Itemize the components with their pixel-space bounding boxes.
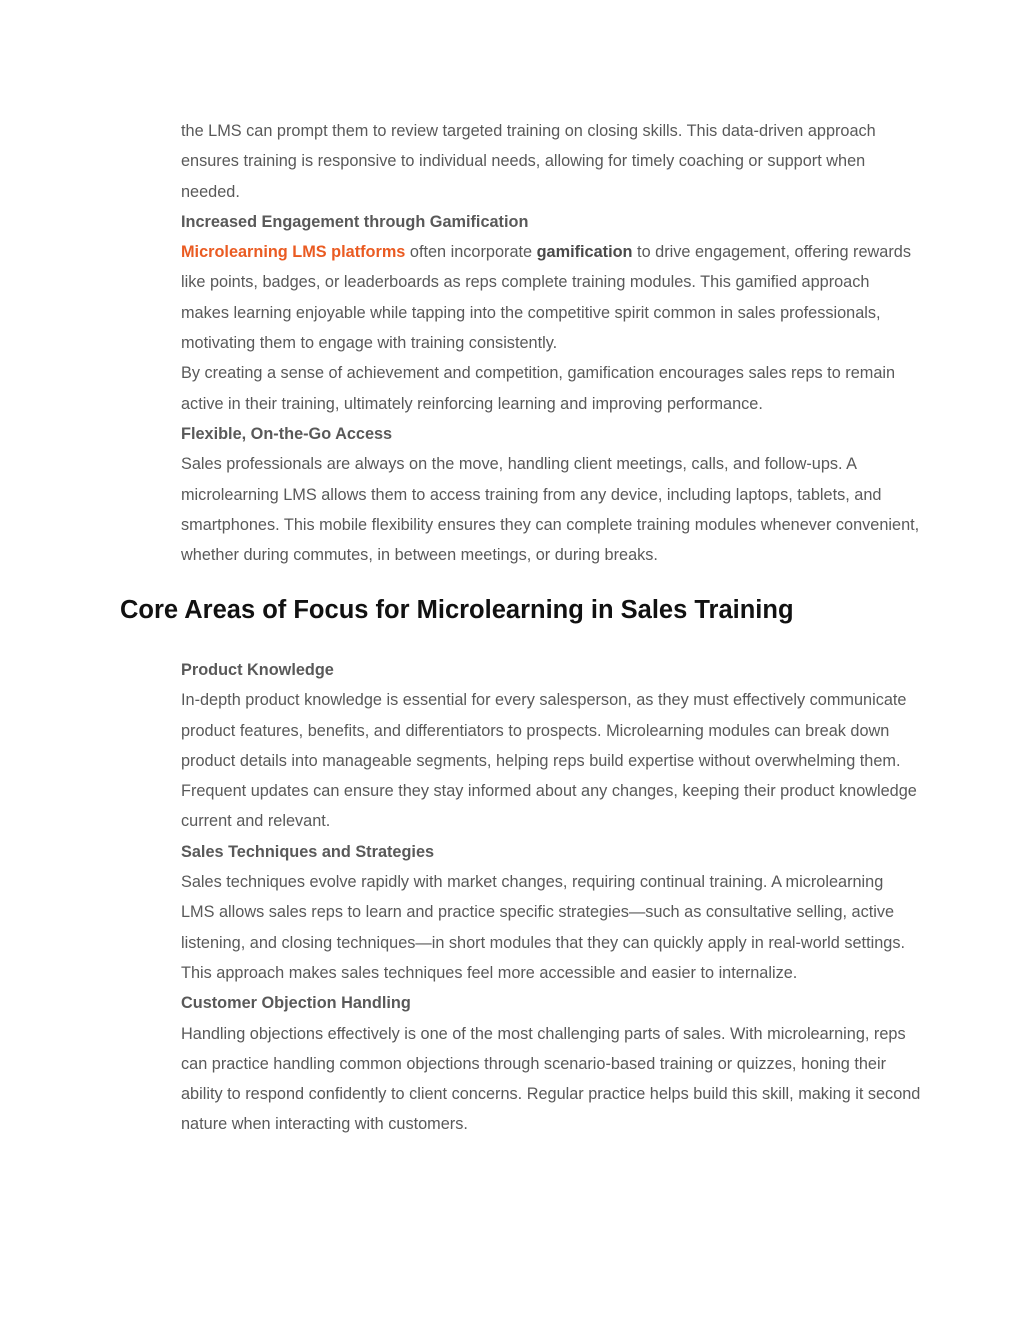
gamification-paragraph — [181, 237, 921, 358]
objection-handling-paragraph: Handling objections effectively is one of the most challenging parts of sales. With microlearning, reps can practice handling common objections through scenario-based training or quizzes, honing their ability to respond confidently to client concerns. Regular practice helps build this skill, making it second nature when interacting with customers. — [181, 1024, 921, 1134]
sales-techniques-paragraph: Sales techniques evolve rapidly with market changes, requiring continual training. A microlearning LMS allows sales reps to learn and practice specific strategies—such as consultative selling, active listening, and closing techniques—in short modules that they can quickly apply in real-world settings. This approach makes sales techniques feel more accessible and easier to internalize. — [181, 873, 905, 982]
upper-content-block — [181, 116, 921, 570]
gamification-text-before: often incorporate — [405, 243, 537, 262]
intro-paragraph: the LMS can prompt them to review targeted training on closing skills. This data-driven approach ensures training is responsive to individual needs, allowing for timely coaching or support when needed. — [181, 122, 876, 201]
product-knowledge-paragraph: In-depth product knowledge is essential for every salesperson, as they must effectively communicate product features, benefits, and differentiators to prospects. Microlearning modules can break down product details into manageable segments, helping reps build expertise without overwhelming them. Frequent updates can ensure they stay informed about any changes, keeping their product knowledge current and relevant. — [181, 691, 917, 831]
product-knowledge-heading: Product Knowledge — [181, 661, 334, 679]
flexible-access-paragraph: Sales professionals are always on the move, handling client meetings, calls, and follow-ups. A microlearning LMS allows them to access training from any device, including laptops, tablets, and smartphones. This mobile flexibility ensures they can complete training modules whenever convenient, whether during commutes, in between meetings, or during breaks. — [181, 455, 920, 565]
flexible-access-heading: Flexible, On-the-Go Access — [181, 424, 393, 443]
gamification-text-after: to drive engagement, offering rewards like points, badges, or leaderboards as reps complete training modules. This gamified approach makes learning enjoyable while tapping into the competitive spirit common in sales professionals, motivating them to engage with training consistently. — [181, 243, 911, 353]
microlearning-lms-platforms-link[interactable]: Microlearning LMS platforms — [181, 243, 406, 262]
gamification-heading: Increased Engagement through Gamification — [181, 212, 529, 231]
gamification-bold-term: gamification — [536, 243, 633, 262]
gamification-paragraph-2: By creating a sense of achievement and competition, gamification encourages sales reps to remain active in their training, ultimately reinforcing learning and improving performance. — [181, 364, 896, 413]
sales-techniques-heading: Sales Techniques and Strategies — [181, 842, 435, 861]
lower-content-block — [181, 655, 921, 1140]
section-title: Core Areas of Focus for Microlearning in Sales Training — [120, 596, 794, 624]
objection-handling-heading: Customer Objection Handling — [181, 994, 411, 1013]
